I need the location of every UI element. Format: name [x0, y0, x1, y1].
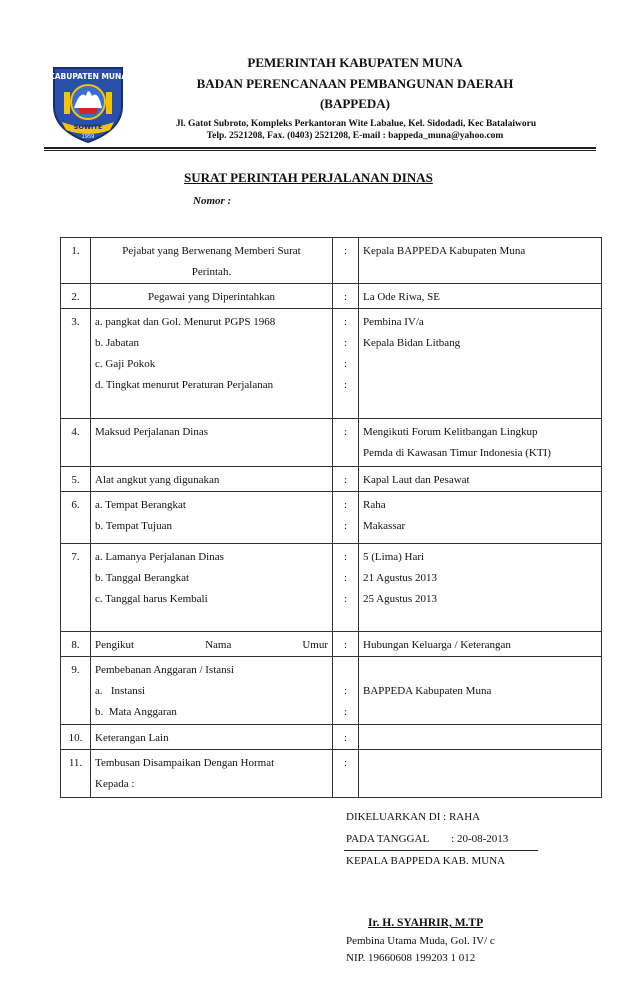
row-value — [359, 750, 602, 798]
table-row — [61, 284, 602, 309]
row-label: a. Lamanya Perjalanan Dinas b. Tanggal Berangkat c. Tanggal harus Kembali — [91, 544, 333, 632]
row-colon: : — [333, 238, 359, 284]
signatory-name: Ir. H. SYAHRIR, M.TP — [368, 917, 484, 929]
row-number: 2. — [61, 284, 91, 309]
row-number: 11. — [61, 750, 91, 798]
table-row — [61, 750, 602, 798]
issued-at: DIKELUARKAN DI : RAHA — [346, 811, 481, 823]
row-colon: : — [333, 750, 359, 798]
issue-date-value: : 20-08-2013 — [451, 833, 509, 845]
bappeda-muna-logo — [48, 62, 128, 144]
table-row — [61, 309, 602, 419]
travel-order-table — [60, 237, 602, 798]
row-label: Tembusan Disampaikan Dengan Hormat Kepada : — [91, 750, 333, 798]
row-colon: : — [333, 467, 359, 492]
issue-date-label: PADA TANGGAL — [346, 833, 430, 845]
row-value — [359, 725, 602, 750]
row-label: Keterangan Lain — [91, 725, 333, 750]
row-number: 5. — [61, 467, 91, 492]
row-value: Raha Makassar — [359, 492, 602, 544]
row-label: Pegawai yang Diperintahkan — [91, 284, 333, 309]
table-row — [61, 492, 602, 544]
row-label: Pembebanan Anggaran / Istansi a. Instansi b. Mata Anggaran — [91, 657, 333, 725]
row-value: La Ode Riwa, SE — [359, 284, 602, 309]
table-row — [61, 238, 602, 284]
row-colon: : — [333, 632, 359, 657]
table-row — [61, 657, 602, 725]
issue-date — [346, 833, 508, 845]
row-label: Maksud Perjalanan Dinas — [91, 419, 333, 467]
document-number: Nomor : — [193, 195, 232, 207]
row-number: 6. — [61, 492, 91, 544]
row-number: 8. — [61, 632, 91, 657]
row-value: Hubungan Keluarga / Keterangan — [359, 632, 602, 657]
row-number: 7. — [61, 544, 91, 632]
row-label: a. Tempat Berangkat b. Tempat Tujuan — [91, 492, 333, 544]
row-number: 9. — [61, 657, 91, 725]
row-colon: : : — [333, 492, 359, 544]
row-value: BAPPEDA Kabupaten Muna — [359, 657, 602, 725]
signatory-rank: Pembina Utama Muda, Gol. IV/ c — [346, 935, 495, 947]
svg-text:SOWITE: SOWITE — [73, 123, 103, 131]
letterhead-government: PEMERINTAH KABUPATEN MUNA — [247, 55, 463, 70]
row-label — [91, 632, 333, 657]
table-row — [61, 419, 602, 467]
table-row — [61, 467, 602, 492]
follower-age-label: Umur — [302, 639, 328, 651]
follower-label: Pengikut — [95, 639, 135, 651]
svg-text:KABUPATEN MUNA: KABUPATEN MUNA — [48, 72, 128, 81]
row-colon: : : : — [333, 544, 359, 632]
table-row — [61, 632, 602, 657]
row-value: Mengikuti Forum Kelitbangan Lingkup Pemda di Kawasan Timur Indonesia (KTI) — [359, 419, 602, 467]
table-row — [61, 544, 602, 632]
table-row — [61, 725, 602, 750]
row-value: Kapal Laut dan Pesawat — [359, 467, 602, 492]
letterhead-agency-abbr: (BAPPEDA) — [319, 96, 391, 111]
row-value: Pembina IV/a Kepala Bidan Litbang — [359, 309, 602, 419]
row-value: Kepala BAPPEDA Kabupaten Muna — [359, 238, 602, 284]
row-number: 10. — [61, 725, 91, 750]
row-colon: : : : : — [333, 309, 359, 419]
signatory-position: KEPALA BAPPEDA KAB. MUNA — [346, 855, 506, 867]
letterhead-agency: BADAN PERENCANAAN PEMBANGUNAN DAERAH — [196, 76, 514, 91]
letterhead-rule-thin — [44, 150, 596, 151]
signature-rule — [344, 850, 538, 851]
row-colon: : : — [333, 657, 359, 725]
row-number: 3. — [61, 309, 91, 419]
row-number: 4. — [61, 419, 91, 467]
row-colon: : — [333, 419, 359, 467]
letterhead-address: Jl. Gatot Subroto, Kompleks Perkantoran Wite Labalue, Kel. Sidodadi, Kec Batalaiworu — [175, 119, 537, 129]
letterhead-contact: Telp. 2521208, Fax. (0403) 2521208, E-mail : bappeda_muna@yahoo.com — [206, 131, 504, 141]
row-number: 1. — [61, 238, 91, 284]
row-colon: : — [333, 725, 359, 750]
signatory-nip: NIP. 19660608 199203 1 012 — [346, 952, 476, 964]
letterhead-rule-thick — [44, 147, 596, 149]
follower-name-label: Nama — [205, 639, 232, 651]
document-title: SURAT PERINTAH PERJALANAN DINAS — [184, 170, 433, 185]
svg-text:1959: 1959 — [81, 134, 95, 140]
row-label: Alat angkut yang digunakan — [91, 467, 333, 492]
row-colon: : — [333, 284, 359, 309]
row-label: a. pangkat dan Gol. Menurut PGPS 1968 b. Jabatan c. Gaji Pokok d. Tingkat menurut Peraturan Perjalanan — [91, 309, 333, 419]
row-label: Pejabat yang Berwenang Memberi Surat Perintah. — [91, 238, 333, 284]
row-value: 5 (Lima) Hari 21 Agustus 2013 25 Agustus 2013 — [359, 544, 602, 632]
